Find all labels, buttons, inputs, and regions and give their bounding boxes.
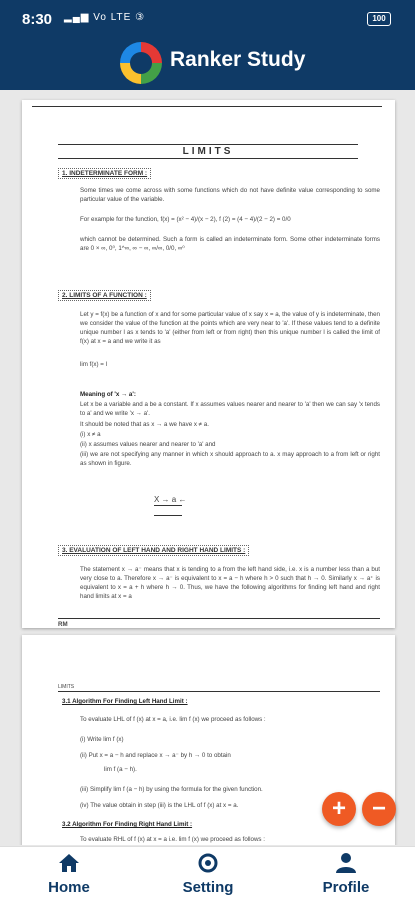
doc-paragraph: To evaluate RHL of f (x) at x = a i.e. lim f (x) we proceed as follows : [80,836,265,843]
bottom-nav [0,846,415,901]
figure-line [154,505,182,506]
status-time: 8:30 [22,11,53,28]
doc-paragraph: Let y = f(x) be a function of x and for some particular value of x say x = a, the value of y is indeterminate, then we consider the value of the function at the points which are very near to 'a'. If these values tend to a definite unique number l as x tends to 'a' (either from left or from right) then this unique number l is called the limit of f(x) at x = a and we write it as [80,311,380,345]
status-bar [0,0,415,36]
page-footer-mark: RM [58,621,68,628]
network-label: Vo LTE [93,12,132,23]
doc-paragraph: The statement x → a⁻ means that x is tending to a from the left hand side, i.e. x is a number less than a but very close to a. Therefore x → a⁻ is equivalent to x = a − h where h > 0 such that h → 0. Similarly x → a⁺ is equivalent to x = a + h where h → 0. Thus, we have the following algorithms for finding left hand and right hand limits at x = a [80,566,380,600]
doc-paragraph: (iii) we are not specifying any manner in which x should approach to a. x may approach to a from left or right as shown in figure. [80,451,380,467]
doc-title: LIMITS [58,144,358,159]
section-heading: 1. INDETERMINATE FORM : [58,168,151,179]
nav-home[interactable] [19,853,119,896]
section-heading: 3. EVALUATION OF LEFT HAND AND RIGHT HAND LIMITS : [58,545,249,556]
app-title: Ranker Study [170,48,306,71]
doc-list-item: (iv) The value obtain in step (iii) is the LHL of f (x) at x = a. [80,802,239,809]
doc-formula: lim f(x) = l [80,361,107,368]
doc-list-item: (iii) Simplify lim f (a − h) by using the formula for the given function. [80,786,263,793]
app-bar [0,36,415,90]
signal-icon: ▂▄▆ Vo LTE ③ [64,12,146,23]
section-heading: 2. LIMITS OF A FUNCTION : [58,290,151,301]
doc-paragraph: For example for the function, f(x) = (x² − 4)/(x − 2), f (2) = (4 − 4)/(2 − 2) = 0/0 [80,216,291,223]
page-border-top [32,106,382,107]
page-footer-rule [58,618,380,619]
nav-setting[interactable] [158,853,258,896]
page-header-rule [58,691,380,692]
doc-paragraph: Let x be a variable and a be a constant. If x assumes values nearer and nearer to 'a' then we can say 'x tends to a' and we write 'x → a'. [80,401,380,417]
battery-icon: 100 [367,12,391,26]
nav-home-label: Home [48,879,90,896]
home-icon [58,853,80,873]
doc-paragraph: To evaluate LHL of f (x) at x = a, i.e. lim f (x) we proceed as follows : [80,716,266,723]
page-header: LIMITS [58,684,75,690]
zoom-in-button[interactable]: + [322,792,356,826]
figure-line [154,515,182,516]
doc-list-item: (i) Write lim f (x) [80,736,124,743]
nav-profile-label: Profile [322,879,370,896]
doc-paragraph: (i) x ≠ a [80,431,101,438]
section-heading: 3.1 Algorithm For Finding Left Hand Limit : [62,698,188,705]
pdf-viewer[interactable] [0,90,415,845]
settings-icon [198,853,218,873]
doc-paragraph: which cannot be determined. Such a form is called an indeterminate form. Some other indeterminate forms are 0 × ∞, 0⁰, 1^∞, ∞ − ∞, ∞/∞, 0/0, ∞⁰ [80,236,380,252]
section-heading: 3.2 Algorithm For Finding Right Hand Limit : [62,821,193,828]
doc-list-item: (ii) Put x = a − h and replace x → a⁻ by h → 0 to obtain [80,752,231,759]
profile-icon [336,853,356,873]
pdf-page-1 [22,100,395,628]
figure-label: X → a ← [154,495,187,504]
nav-setting-label: Setting [182,879,234,896]
doc-paragraph: Some times we come across with some functions which do not have definite value corresponding to some particular value of the variable. [80,187,380,203]
app-logo [120,42,162,84]
doc-paragraph: It should be noted that as x → a we have x ≠ a. [80,421,209,428]
doc-paragraph: (ii) x assumes values nearer and nearer to 'a' and [80,441,216,448]
nav-profile[interactable] [296,853,396,896]
doc-subheading: Meaning of 'x → a': [80,391,136,398]
doc-list-item: lim f (a − h). [104,766,137,773]
zoom-out-button[interactable]: − [362,792,396,826]
